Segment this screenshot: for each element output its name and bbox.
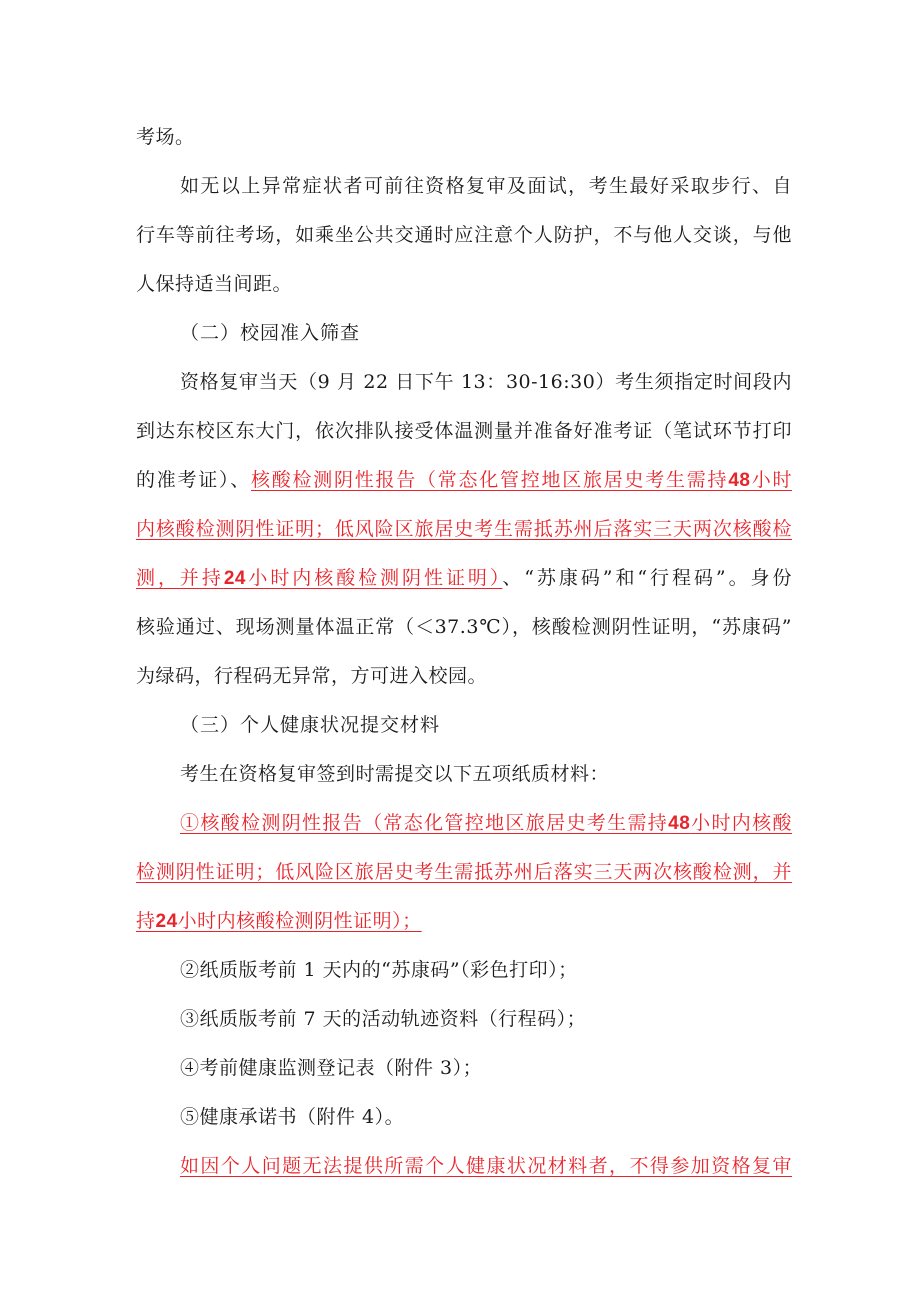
paragraph-line: 考生在资格复审签到时需提交以下五项纸质材料： — [180, 763, 610, 785]
list-item-1-cont — [136, 907, 792, 936]
paragraph-line: 考场。 — [136, 126, 195, 148]
highlight-text: 内核酸检测阴性证明；低风险区旅居史考生需抵苏州后落实三天两次核酸检 — [136, 518, 792, 540]
highlight-number: 24 — [223, 568, 246, 589]
highlight-text: 小时 — [750, 469, 792, 491]
highlight-number: 48 — [668, 813, 691, 834]
highlight-text: 检测阴性证明；低风险区旅居史考生需抵苏州后落实三天两次核酸检测，并 — [136, 861, 792, 883]
highlight-text: ①核酸检测阴性报告（常态化管控地区旅居史考生需持 — [180, 812, 669, 834]
paragraph-line: 行车等前往考场，如乘坐公共交通时应注意个人防护，不与他人交谈，与他 — [136, 224, 792, 246]
paragraph-line: 人保持适当间距。 — [136, 273, 293, 295]
highlight-text: 小时内核酸 — [690, 812, 792, 834]
paragraph-line: 到达东校区东大门，依次排队接受体温测量并准备好准考证（笔试环节打印 — [136, 420, 792, 442]
list-item-3: ③纸质版考前 7 天的活动轨迹资料（行程码）； — [180, 1008, 587, 1030]
section-heading-2: （二）校园准入筛查 — [180, 322, 361, 344]
line-text: 、“苏康码”和“行程码”。身份 — [502, 567, 792, 589]
highlight-text: 测，并持 — [136, 567, 224, 589]
highlight-text: 小时内核酸检测阴性证明） — [245, 567, 503, 589]
paragraph-line — [180, 1152, 792, 1180]
list-item-5: ⑤健康承诺书（附件 4）。 — [180, 1106, 405, 1128]
list-item-1-cont — [136, 858, 792, 886]
list-item-4: ④考前健康监测登记表（附件 3）； — [180, 1057, 483, 1079]
paragraph-line: 为绿码，行程码无异常，方可进入校园。 — [136, 665, 488, 687]
section-heading-3: （三）个人健康状况提交材料 — [180, 714, 441, 736]
highlight-number: 24 — [155, 911, 178, 932]
highlighted-requirement — [180, 812, 792, 834]
list-item-2: ②纸质版考前 1 天内的“苏康码”（彩色打印）； — [180, 959, 578, 981]
line-text: 的准考证）、 — [136, 469, 252, 491]
paragraph-line — [136, 466, 792, 495]
highlight-text: 小时内核酸检测阴性证明）； — [177, 910, 422, 932]
paragraph-line — [136, 515, 792, 543]
paragraph-line: 核验通过、现场测量体温正常（＜37.3℃），核酸检测阴性证明，“苏康码” — [136, 616, 792, 638]
paragraph-line: 如无以上异常症状者可前往资格复审及面试，考生最好采取步行、自 — [180, 175, 792, 197]
highlight-text: 持 — [136, 910, 156, 932]
highlighted-requirement — [136, 567, 502, 589]
paragraph-line — [136, 564, 792, 593]
highlight-number: 48 — [728, 470, 751, 491]
highlight-text: 核酸检测阴性报告（常态化管控地区旅居史考生需持 — [251, 469, 729, 491]
highlighted-requirement — [136, 910, 422, 932]
highlight-text: 如因个人问题无法提供所需个人健康状况材料者，不得参加资格复审 — [180, 1155, 792, 1177]
paragraph-line: 资格复审当天（9 月 22 日下午 13：30-16:30）考生须指定时间段内 — [180, 371, 792, 393]
highlighted-requirement — [251, 469, 792, 491]
list-item-1 — [180, 809, 792, 838]
